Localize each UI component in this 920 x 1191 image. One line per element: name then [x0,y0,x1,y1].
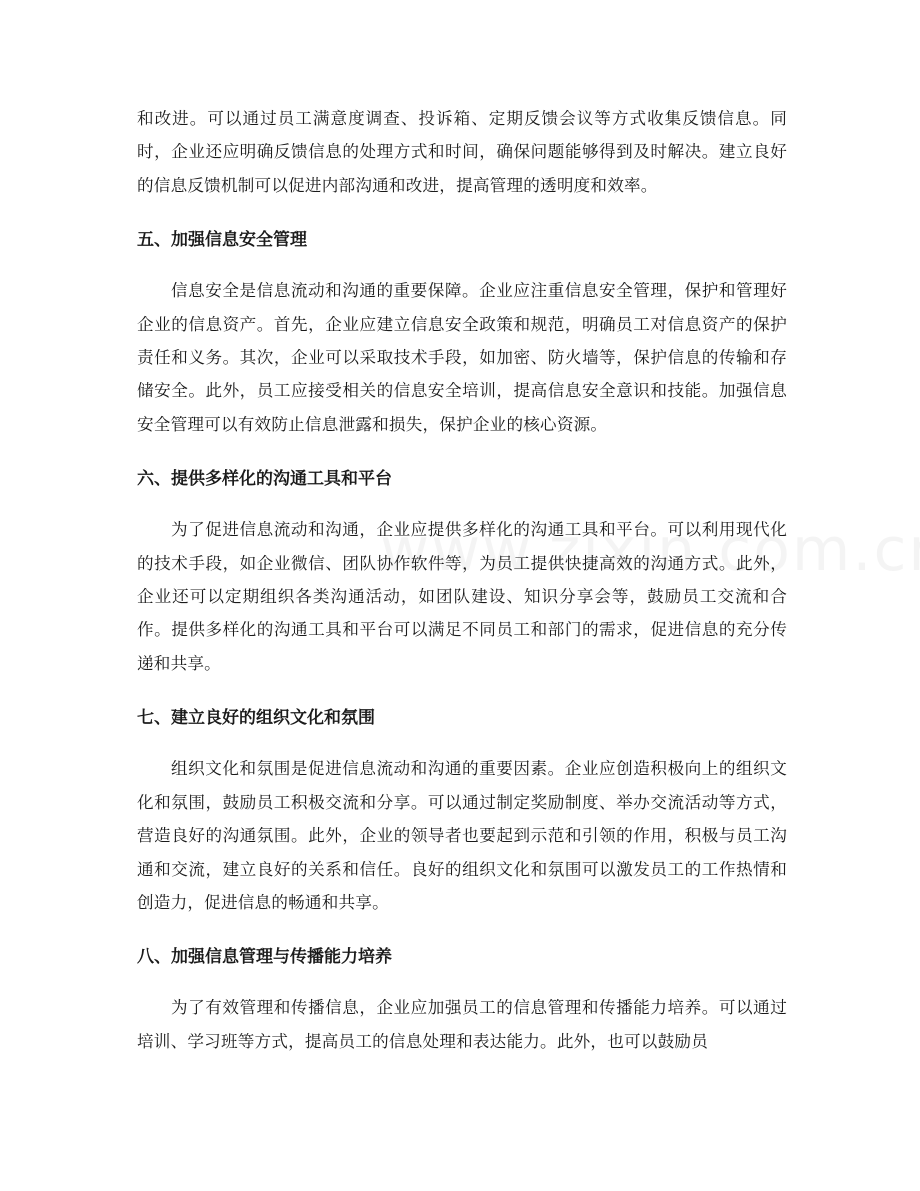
section-heading-6: 六、提供多样化的沟通工具和平台 [137,469,392,490]
section-heading-5: 五、加强信息安全管理 [137,230,307,251]
section-heading-8: 八、加强信息管理与传播能力培养 [137,947,392,968]
paragraph-section-5: 信息安全是信息流动和沟通的重要保障。企业应注重信息安全管理，保护和管理好企业的信息资产。首先，企业应建立信息安全政策和规范，明确员工对信息资产的保护责任和义务。其次，企业可以采取技术手段，如加密、防火墙等，保护信息的传输和存储安全。此外，员工应接受相关的信息安全培训，提高信息安全意识和技能。加强信息安全管理可以有效防止信息泄露和损失，保护企业的核心资源。 [137,281,787,434]
paragraph-section-7: 组织文化和氛围是促进信息流动和沟通的重要因素。企业应创造积极向上的组织文化和氛围，鼓励员工积极交流和分享。可以通过制定奖励制度、举办交流活动等方式，营造良好的沟通氛围。此外，企业的领导者也要起到示范和引领的作用，积极与员工沟通和交流，建立良好的关系和信任。良好的组织文化和氛围可以激发员工的工作热情和创造力，促进信息的畅通和共享。 [137,759,787,912]
paragraph-section-8: 为了有效管理和传播信息，企业应加强员工的信息管理和传播能力培养。可以通过培训、学习班等方式，提高员工的信息处理和表达能力。此外，也可以鼓励员 [137,998,787,1051]
section-heading-7: 七、建立良好的组织文化和氛围 [137,708,375,729]
paragraph-feedback-continued: 和改进。可以通过员工满意度调查、投诉箱、定期反馈会议等方式收集反馈信息。同时，企业还应明确反馈信息的处理方式和时间，确保问题能够得到及时解决。建立良好的信息反馈机制可以促进内部沟通和改进，提高管理的透明度和效率。 [137,109,787,195]
document-body [137,102,787,1058]
paragraph-section-6: 为了促进信息流动和沟通，企业应提供多样化的沟通工具和平台。可以利用现代化的技术手段，如企业微信、团队协作软件等，为员工提供快捷高效的沟通方式。此外，企业还可以定期组织各类沟通活动，如团队建设、知识分享会等，鼓励员工交流和合作。提供多样化的沟通工具和平台可以满足不同员工和部门的需求，促进信息的充分传递和共享。 [137,520,787,673]
